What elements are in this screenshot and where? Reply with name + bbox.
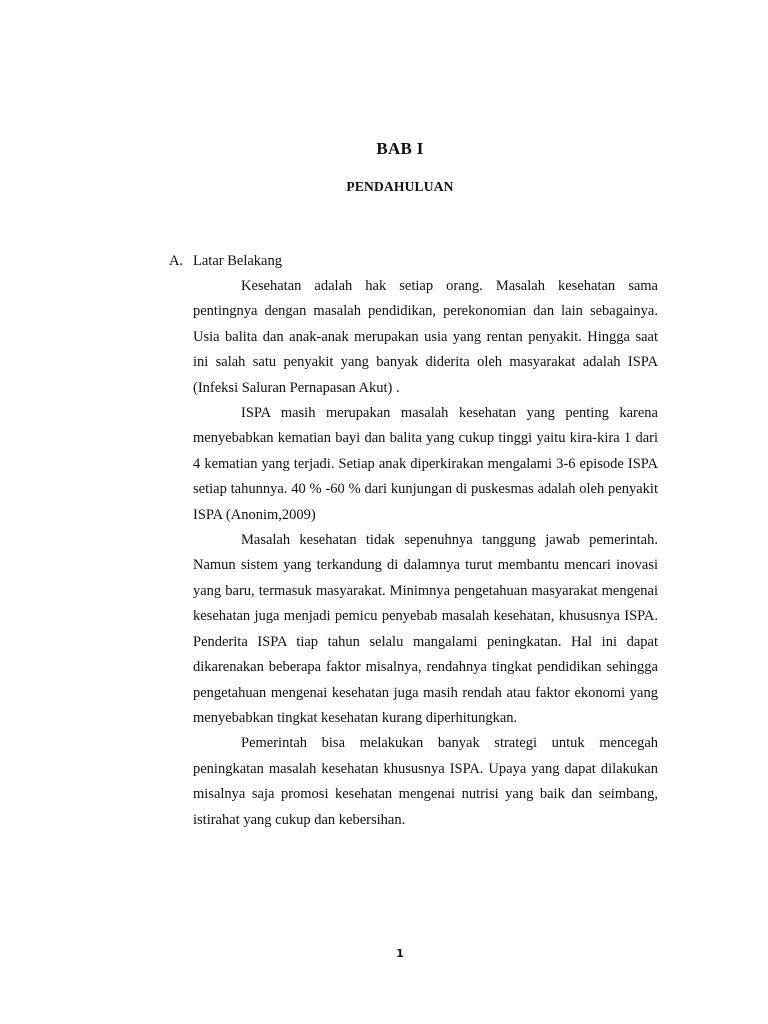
section-marker: A. (169, 253, 184, 269)
chapter-subtitle: PENDAHULUAN (346, 179, 454, 194)
paragraph-4: Pemerintah bisa melakukan banyak strategi untuk mencegah peningkatan masalah kesehatan khususnya ISPA. Upaya yang dapat dilakukan misalnya saja promosi kesehatan mengenai nutrisi yang baik dan seimbang, istirahat yang cukup dan kebersihan. (193, 735, 658, 828)
paragraph-1: Kesehatan adalah hak setiap orang. Masalah kesehatan sama pentingnya dengan masalah pendidikan, perekonomian dan lain sebagainya. Usia balita dan anak-anak merupakan usia yang rentan penyakit. Hingga saat ini salah satu penyakit yang banyak diderita oleh masyarakat adalah ISPA (Infeksi Saluran Pernapasan Akut) . (193, 278, 658, 396)
chapter-title: BAB I (376, 139, 424, 158)
section-heading (169, 253, 282, 270)
paragraph-3: Masalah kesehatan tidak sepenuhnya tanggung jawab pemerintah. Namun sistem yang terkandung di dalamnya turut membantu mencari inovasi yang baru, termasuk masyarakat. Minimnya pengetahuan masyarakat mengenai kesehatan juga menjadi pemicu penyebab masalah kesehatan, khususnya ISPA. Penderita ISPA tiap tahun selalu mangalami peningkatan. Hal ini dapat dikarenakan beberapa faktor misalnya, rendahnya tingkat pendidikan sehingga pengetahuan mengenai kesehatan juga masih rendah atau faktor ekonomi yang menyebabkan tingkat kesehatan kurang diperhitungkan. (193, 532, 658, 726)
section-title: Latar Belakang (193, 253, 282, 269)
page-number: 1 (396, 947, 404, 960)
paragraph-2: ISPA masih merupakan masalah kesehatan yang penting karena menyebabkan kematian bayi dan balita yang cukup tinggi yaitu kira-kira 1 dari 4 kematian yang terjadi. Setiap anak diperkirakan mengalami 3-6 episode ISPA setiap tahunnya. 40 % -60 % dari kunjungan di puskesmas adalah oleh penyakit ISPA (Anonim,2009) (193, 405, 658, 523)
body-text (193, 274, 658, 833)
